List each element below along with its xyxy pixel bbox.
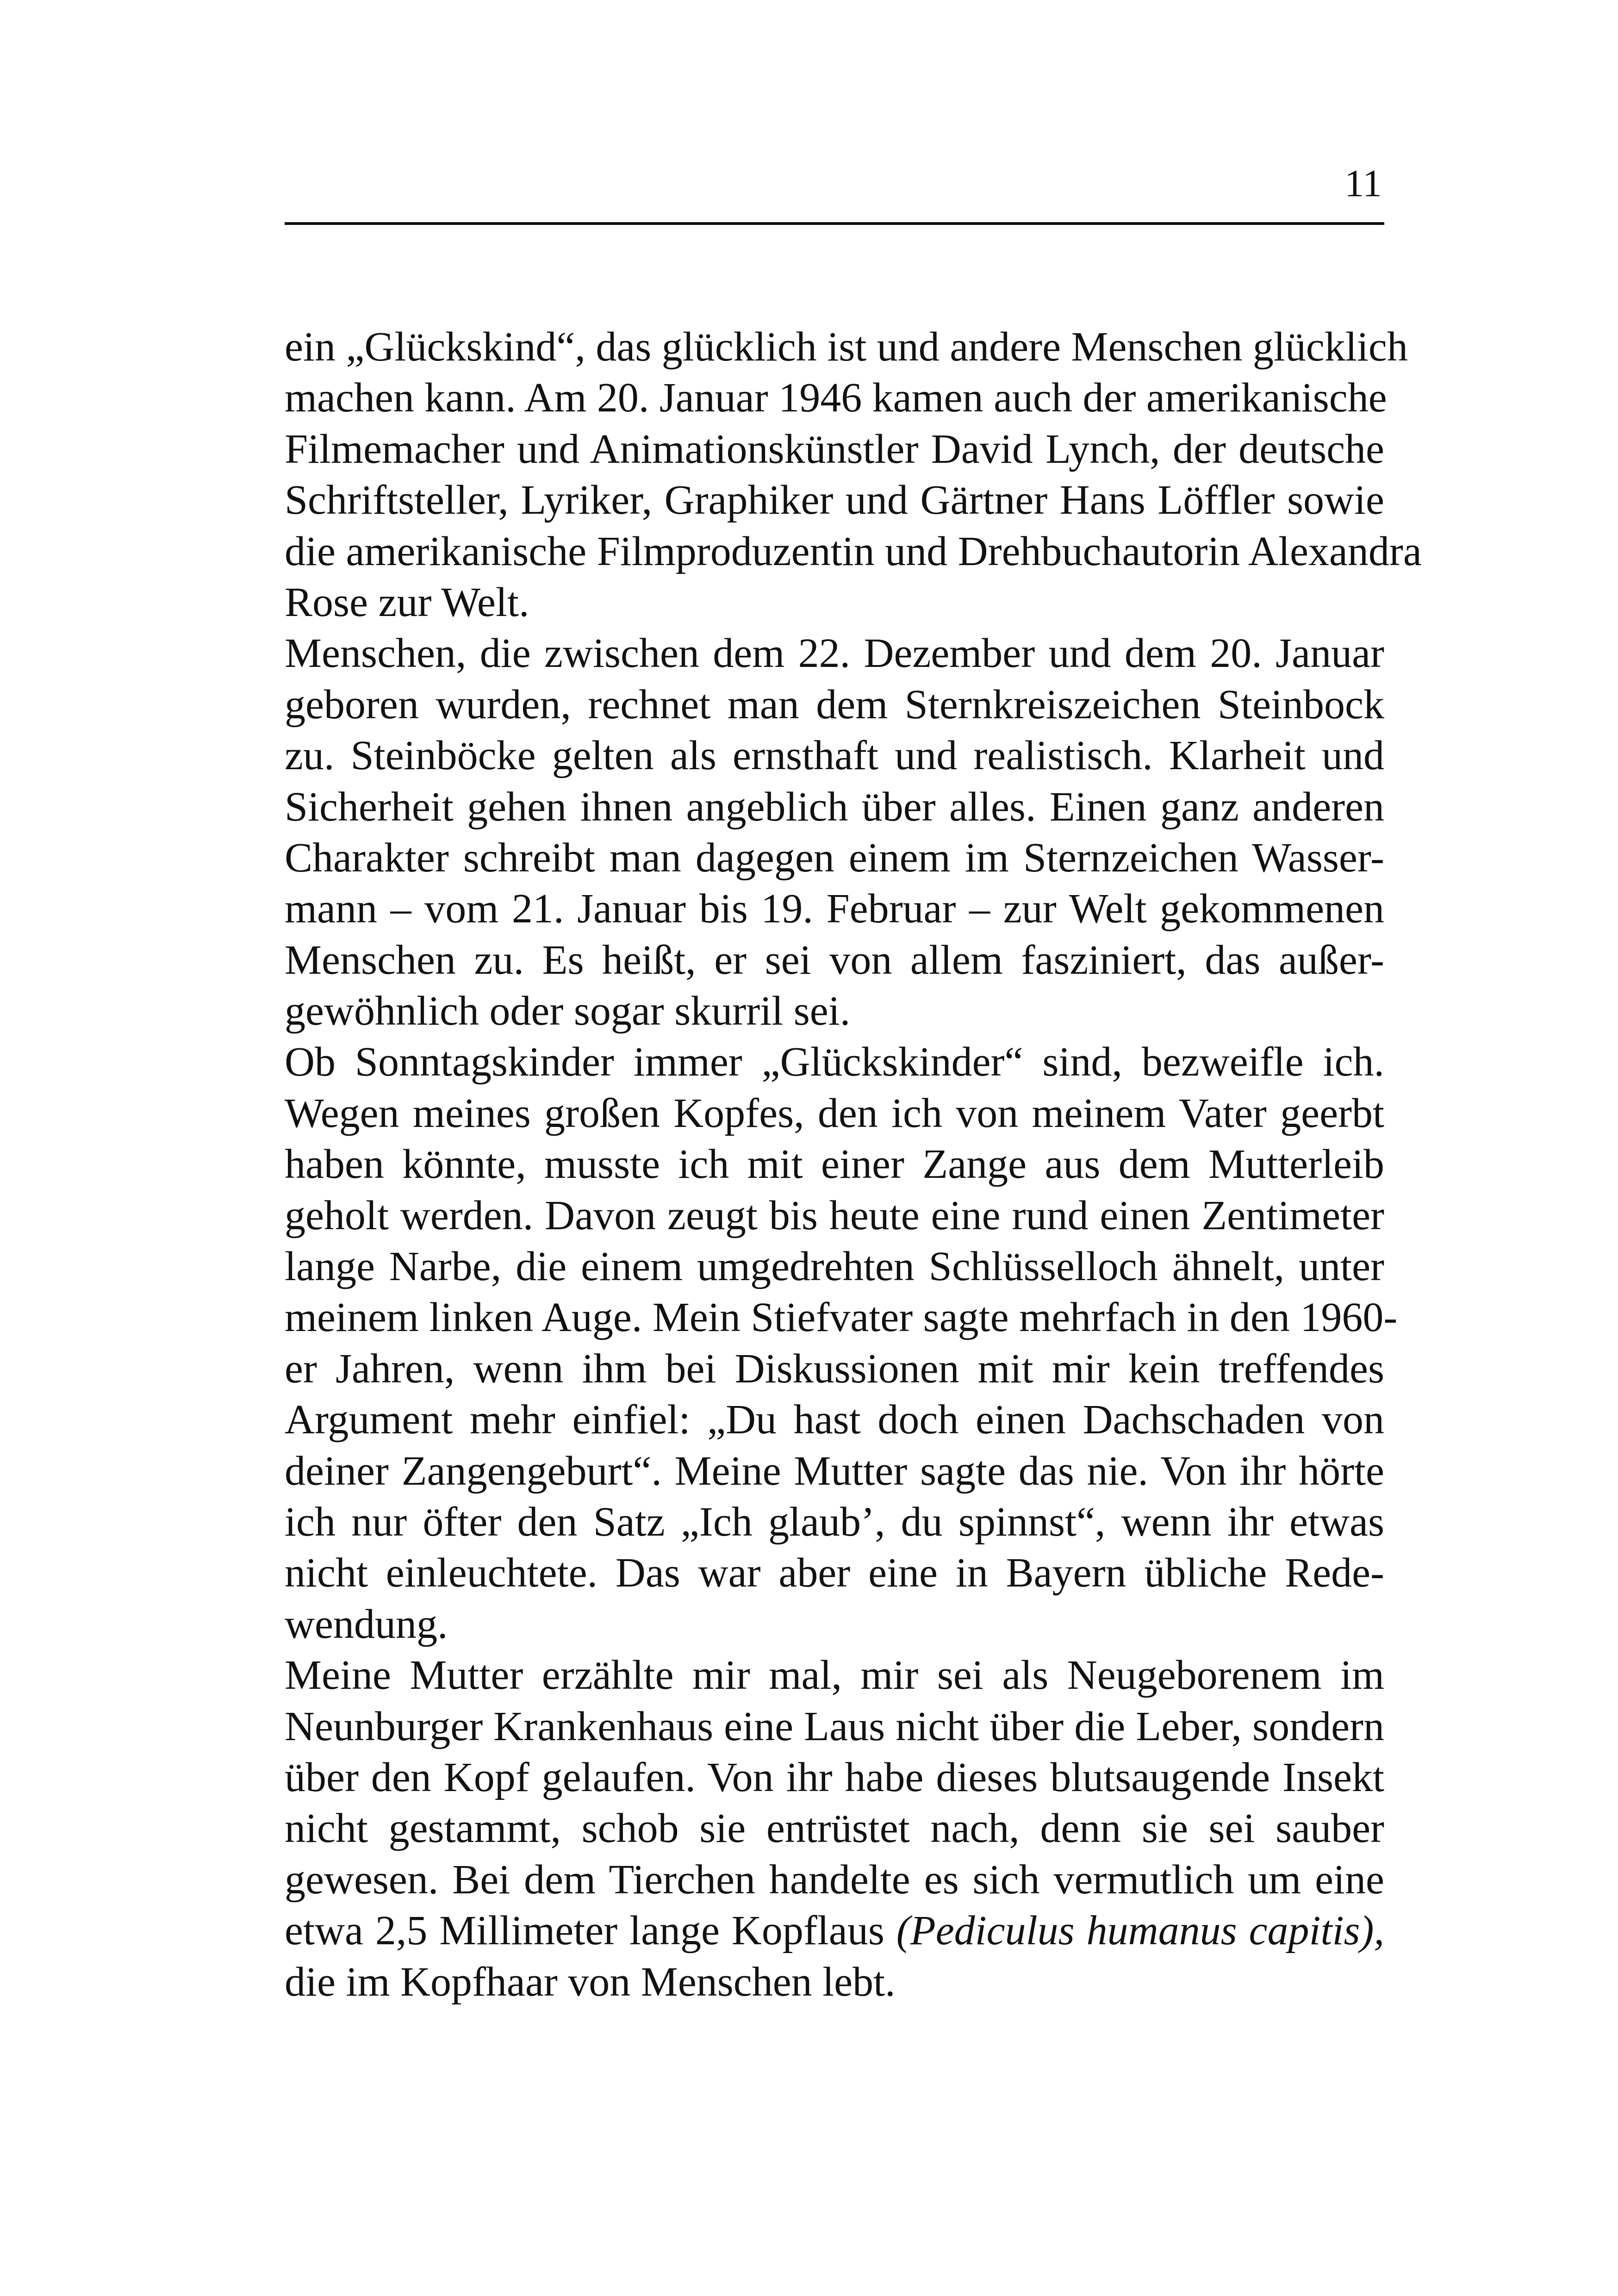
text-line: Ob Sonntagskinder immer „Glückskinder“ sind, bezweifle ich. bbox=[285, 1039, 1384, 1085]
text-line: gewöhnlich oder sogar skurril sei. bbox=[285, 988, 851, 1034]
text-line: haben könnte, musste ich mit einer Zange aus dem Mutterleib bbox=[285, 1141, 1384, 1188]
text-line: Menschen zu. Es heißt, er sei von allem fasziniert, das außer- bbox=[285, 937, 1384, 983]
text-line: lange Narbe, die einem umgedrehten Schlüsselloch ähnelt, unter bbox=[285, 1244, 1384, 1290]
text-line: Wegen meines großen Kopfes, den ich von meinem Vater geerbt bbox=[285, 1090, 1384, 1136]
text-line: wendung. bbox=[285, 1601, 448, 1647]
text-line: nicht einleuchtete. Das war aber eine in Bayern übliche Rede- bbox=[285, 1550, 1384, 1596]
text-line: Schriftsteller, Lyriker, Graphiker und Gärtner Hans Löffler sowie bbox=[285, 477, 1384, 523]
species-name: (Pediculus humanus capitis), bbox=[896, 1908, 1384, 1954]
text-line: über den Kopf gelaufen. Von ihr habe dieses blutsaugende Insekt bbox=[285, 1754, 1384, 1800]
page-number: 11 bbox=[1344, 162, 1382, 205]
text-line: zu. Steinböcke gelten als ernsthaft und realistisch. Klarheit und bbox=[285, 733, 1384, 779]
text-line: nicht gestammt, schob sie entrüstet nach, denn sie sei sauber bbox=[285, 1805, 1384, 1852]
text-line bbox=[285, 1905, 1384, 1956]
body-text bbox=[285, 322, 1422, 2008]
text-run: etwa 2,5 Millimeter lange Kopflaus bbox=[285, 1908, 896, 1954]
text-line: die im Kopfhaar von Menschen lebt. bbox=[285, 1959, 896, 2005]
header-rule bbox=[285, 222, 1384, 225]
text-line: meinem linken Auge. Mein Stiefvater sagte mehrfach in den 1960- bbox=[285, 1294, 1398, 1341]
text-line: mann – vom 21. Januar bis 19. Februar – zur Welt gekommenen bbox=[285, 886, 1384, 932]
text-line: Meine Mutter erzählte mir mal, mir sei als Neugeborenem im bbox=[285, 1652, 1384, 1699]
text-line: Neunburger Krankenhaus eine Laus nicht über die Leber, sondern bbox=[285, 1703, 1384, 1749]
text-line: Menschen, die zwischen dem 22. Dezember und dem 20. Januar bbox=[285, 630, 1384, 677]
text-line: Rose zur Welt. bbox=[285, 579, 529, 625]
text-line: Argument mehr einfiel: „Du hast doch einen Dachschaden von bbox=[285, 1397, 1384, 1443]
text-line: Charakter schreibt man dagegen einem im Sternzeichen Wasser- bbox=[285, 834, 1384, 881]
text-line: Filmemacher und Animationskünstler David Lynch, der deutsche bbox=[285, 426, 1384, 472]
text-line: geholt werden. Davon zeugt bis heute eine rund einen Zentimeter bbox=[285, 1192, 1384, 1238]
text-line: machen kann. Am 20. Januar 1946 kamen auch der amerikanische bbox=[285, 375, 1387, 421]
text-line: gewesen. Bei dem Tierchen handelte es sich vermutlich um eine bbox=[285, 1856, 1384, 1903]
text-line: deiner Zangengeburt“. Meine Mutter sagte das nie. Von ihr hörte bbox=[285, 1448, 1384, 1494]
text-line: er Jahren, wenn ihm bei Diskussionen mit mir kein treffendes bbox=[285, 1345, 1384, 1392]
text-line: ein „Glückskind“, das glücklich ist und andere Menschen glücklich bbox=[285, 324, 1408, 370]
text-line: ich nur öfter den Satz „Ich glaub’, du spinnst“, wenn ihr etwas bbox=[285, 1499, 1384, 1545]
text-line: die amerikanische Filmproduzentin und Drehbuchautorin Alexandra bbox=[285, 528, 1422, 574]
text-line: Sicherheit gehen ihnen angeblich über alles. Einen ganz anderen bbox=[285, 784, 1384, 830]
text-line: geboren wurden, rechnet man dem Sternkreiszeichen Steinbock bbox=[285, 681, 1384, 728]
